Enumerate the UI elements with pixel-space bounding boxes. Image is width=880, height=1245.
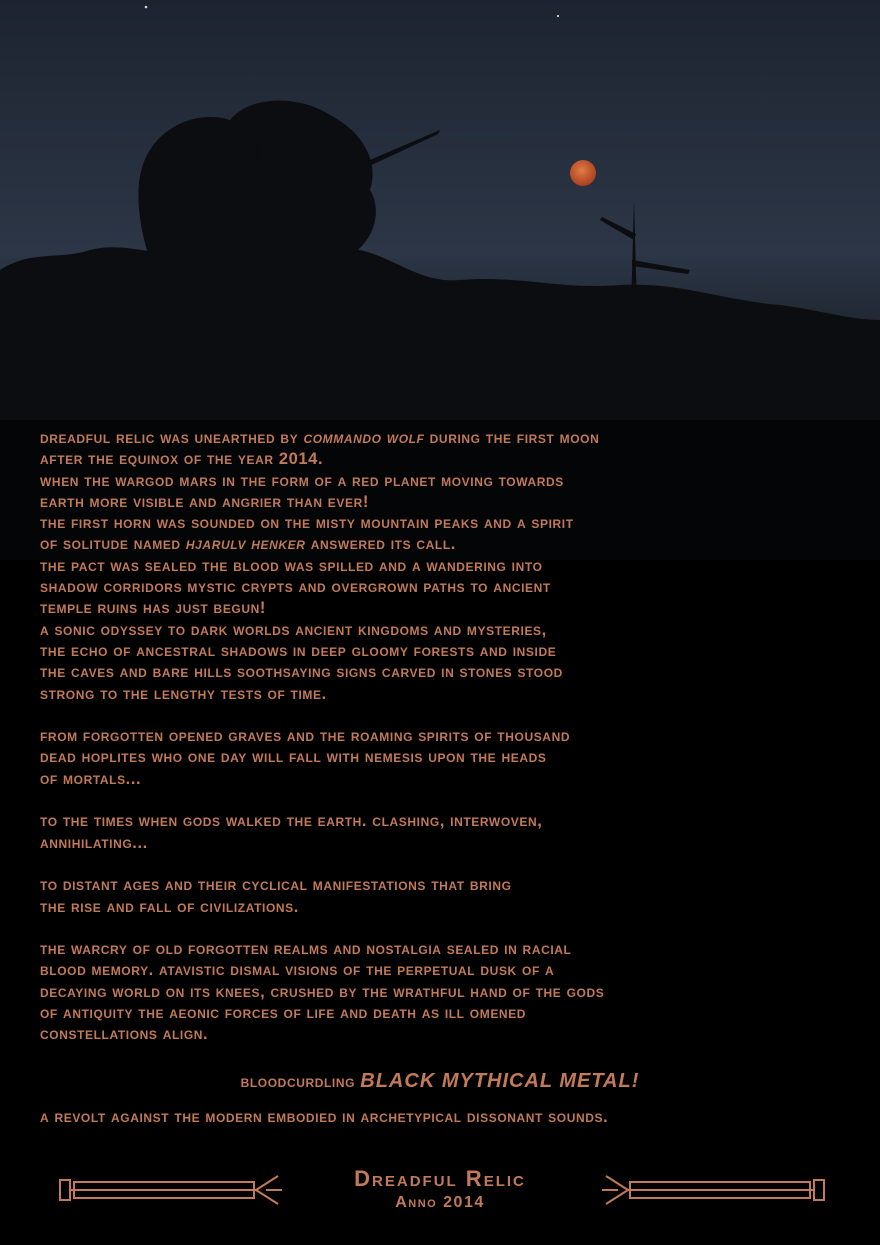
paragraph-graves [40, 726, 860, 790]
text-line: to the times when gods walked the earth. clashing, interwoven, [40, 812, 543, 831]
text-line: after the equinox of the year 2014. [40, 450, 324, 469]
text-line: a sonic odyssey to dark worlds ancient kingdoms and mysteries, [40, 620, 547, 639]
tagline [0, 1070, 880, 1093]
text-line: the rise and fall of civilizations. [40, 897, 299, 916]
text-line: decaying world on its knees, crushed by the wrathful hand of the gods [40, 982, 605, 1001]
emphasized-name: commando wolf [303, 429, 425, 447]
star [557, 15, 559, 17]
text-line: dead hoplites who one day will fall with nemesis upon the heads [40, 748, 547, 767]
text-line: earth more visible and angrier than ever! [40, 492, 369, 511]
text-line: to distant ages and their cyclical manifestations that bring [40, 876, 512, 895]
text-line: the warcry of old forgotten realms and nostalgia sealed in racial [40, 940, 572, 959]
blood-moon [570, 160, 596, 186]
star [145, 6, 148, 9]
emphasized-name: hjarulv henker [185, 535, 306, 554]
text-line: annihilating... [40, 833, 148, 852]
paragraph-warcry [40, 939, 860, 1045]
text-line: of solitude named hjarulv henker answered its call. [40, 535, 456, 554]
signature [0, 1166, 880, 1212]
text-line: temple ruins has just begun! [40, 599, 266, 618]
tagline-genre: BLACK MYTHICAL METAL! [360, 1070, 640, 1092]
band-name: Dreadful Relic [354, 1166, 526, 1191]
text-line: the echo of ancestral shadows in deep gloomy forests and inside [40, 641, 557, 660]
year: Anno 2014 [395, 1194, 485, 1211]
text-line: of mortals... [40, 769, 142, 788]
text-line: dreadful relic was unearthed by commando wolf during the first moon [40, 429, 600, 447]
text-line: constellations align. [40, 1025, 209, 1044]
text-line: shadow corridors mystic crypts and overgrown paths to ancient [40, 578, 551, 597]
text-line: blood memory. atavistic dismal visions of the perpetual dusk of a [40, 961, 555, 980]
revolt-line: a revolt against the modern embodied in archetypical dissonant sounds. [40, 1108, 609, 1126]
story-text [40, 428, 860, 1067]
text-line: when the wargod mars in the form of a red planet moving towards [40, 471, 564, 490]
paragraph-origin [40, 428, 860, 705]
text-line: of antiquity the aeonic forces of life and death as ill omened [40, 1004, 527, 1023]
paragraph-ages [40, 875, 860, 918]
text-line: from forgotten opened graves and the roaming spirits of thousand [40, 727, 571, 746]
tagline-prefix: bloodcurdling [240, 1073, 361, 1091]
text-line: the caves and bare hills soothsaying signs carved in stones stood [40, 663, 563, 682]
paragraph-gods [40, 811, 860, 854]
text-line: the first horn was sounded on the misty mountain peaks and a spirit [40, 514, 574, 533]
text-line: the pact was sealed the blood was spilled and a wandering into [40, 556, 543, 575]
text-line: strong to the lengthy tests of time. [40, 684, 327, 703]
